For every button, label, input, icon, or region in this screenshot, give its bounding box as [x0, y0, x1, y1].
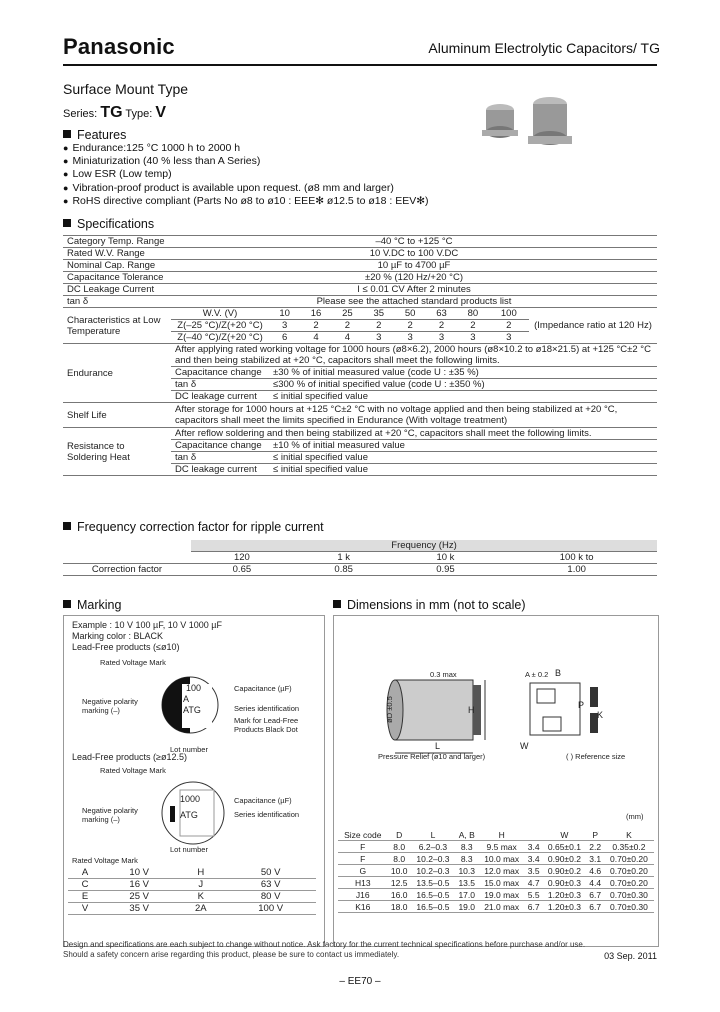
series-code-1: ATG [183, 705, 201, 715]
lot-label-2: Lot number [170, 845, 208, 854]
neg-polarity-label-2: Negative polarity marking (–) [82, 806, 138, 824]
page-number: – EE70 – [339, 976, 381, 987]
h-label: H [468, 705, 475, 715]
d03-label: 0.3 max [430, 670, 457, 679]
feature-item: ● RoHS directive compliant (Parts No ø8 to ø10 : EEE✻ ø12.5 to ø18 : EEV✻) [63, 195, 429, 208]
series-label: Series: [63, 108, 98, 120]
capacitance-label-1: Capacitance (µF) [234, 684, 292, 693]
lot-label-1: Lot number [170, 745, 208, 754]
rated-voltage-mark-label-1: Rated Voltage Mark [100, 658, 166, 667]
type-label: Type: [125, 108, 153, 120]
feature-item: ● Endurance:125 °C 1000 h to 2000 h [63, 142, 429, 155]
feature-item: ● Miniaturization (40 % less than A Series) [63, 155, 429, 168]
k-label: K [597, 710, 604, 720]
type-value: V [155, 104, 167, 121]
series-id-label-1: Series identification [234, 704, 300, 713]
feature-item: ● Low ESR (Low temp) [63, 168, 429, 181]
b-label: B [555, 668, 562, 678]
w-label: W [520, 741, 529, 751]
lead-free-large-label: Lead-Free products (≥ø12.5) [72, 752, 187, 762]
table-row: F 8.0 6.2–0.3 8.3 9.5 max 3.4 0.65±0.1 2.2 0.35±0.2 [338, 841, 654, 853]
feature-item: ● Vibration-proof product is available upon request. (ø8 mm and larger) [63, 182, 429, 195]
capacitance-label-2: Capacitance (µF) [234, 796, 292, 805]
header-rule [63, 64, 657, 66]
table-row: F 8.0 10.2–0.3 8.3 10.0 max 3.4 0.90±0.2 3.1 0.70±0.20 [338, 853, 654, 865]
specifications-heading: Specifications [63, 217, 154, 231]
footer-date: 03 Sep. 2011 [604, 951, 657, 961]
reference-note: ( ) Reference size [566, 752, 626, 761]
voltage-code-1: A [183, 694, 190, 704]
frequency-table: Frequency (Hz) 120 1 k 10 k 100 k to Correction factor 0.65 0.85 0.95 1.00 [63, 540, 657, 576]
table-row: J16 16.0 16.5–0.5 17.0 19.0 max 5.5 1.20±0.3 6.7 0.70±0.30 [338, 889, 654, 901]
features-list [63, 142, 429, 208]
dimensions-drawing [375, 665, 645, 765]
marking-heading: Marking [63, 598, 121, 612]
document-title: Aluminum Electrolytic Capacitors/ TG [428, 40, 660, 56]
dimensions-table: Size code D L A, B H W P K F 8.0 6.2–0.3 8.3 9.5 max 3.4 0.65±0.1 2.2 0.35±0.2 F 8.0 10.2–0.3 8.3 10.0 max 3.4 0.90±0.2 3.1 0.70±0.20 G 10.0 10.2–0.3 10.3 12.0 max 3.5 0.90±0.2 4.6 0.70±0.20 H13 12.5 13.5–0.5 13.5 15.0 max 4.7 0.90±0.3 4.4 0.70±0.20 J16 16.0 16.5–0.5 17.0 19.0 max 5.5 1.20±0.3 6.7 0.70±0.30 K16 18.0 16.5–0.5 19.0 21.0 max 6.7 1.20±0.3 6.7 0.70±0.30 [338, 829, 654, 913]
series-line [63, 104, 166, 122]
series-id-label-2: Series identification [234, 810, 300, 819]
diameter-label: øD ±0.5 [384, 696, 394, 723]
frequency-heading: Frequency correction factor for ripple current [63, 520, 324, 534]
series-value: TG [100, 104, 123, 121]
capacitance-mark-1: 100 [186, 683, 202, 693]
marking-info: Example : 10 V 100 µF, 10 V 1000 µF Marking color : BLACK Lead-Free products (≤ø10) [72, 620, 222, 652]
p-label: P [578, 700, 585, 710]
table-row: H13 12.5 13.5–0.5 13.5 15.0 max 4.7 0.90±0.3 4.4 0.70±0.20 [338, 877, 654, 889]
features-heading: Features [63, 128, 126, 142]
l-label: L [435, 741, 441, 751]
rated-voltage-table-title: Rated Voltage Mark [72, 856, 138, 865]
table-row: G 10.0 10.2–0.3 10.3 12.0 max 3.5 0.90±0.2 4.6 0.70±0.20 [338, 865, 654, 877]
series-code-2: ATG [180, 810, 198, 820]
lead-free-mark-label: Mark for Lead-Free Products Black Dot [234, 716, 299, 734]
neg-polarity-label-1: Negative polarity marking (–) [82, 697, 138, 715]
capacitance-mark-2: 1000 [180, 794, 201, 804]
footer-notes: Design and specifications are each subject to change without notice. Ask factory for the current technical specifications before purchase and/or use. Should a safety concern arise regarding this product, please be sure to contact us immediately. [63, 940, 586, 959]
rated-voltage-mark-label-2: Rated Voltage Mark [100, 766, 166, 775]
type-title: Surface Mount Type [63, 81, 189, 97]
rated-voltage-table: A 10 V H 50 V C 16 V J 63 V E 25 V K 80 V V 35 V 2A 100 V [68, 867, 316, 915]
brand-logo: Panasonic [63, 34, 175, 59]
dimensions-heading: Dimensions in mm (not to scale) [333, 598, 526, 612]
a-label: A ± 0.2 [525, 670, 549, 679]
unit-label: (mm) [626, 812, 644, 821]
pressure-relief-label: Pressure Relief (ø10 and larger) [378, 752, 486, 761]
specifications-table: Category Temp. Range –40 °C to +125 °C Rated W.V. Range 10 V.DC to 100 V.DC Nominal Cap. Range 10 µF to 4700 µF Capacitance Tolerance ±20 % (120 Hz/+20 °C) DC Leakage Current I ≤ 0.01 CV After 2 minutes tan δ Please see the attached standard products list Characteristics at Low Temperature W.V. (V) 10 16 25 35 50 63 80 100 (Impedance ratio at 120 Hz) Z(–25 °C)/Z(+20 °C) 3 2 2 2 2 2 2 2 Z(–40 °C)/Z(+20 °C) 6 4 4 3 3 3 3 3 Endurance After applying rated working voltage for 1000 hours (ø8×6.2), 2000 hours (ø8×10.2 to ø18×21.5) at +125 °C±2 °C and then being stabilized at +20 °C, capacitors shall meet the following limits. Capacitance change ±30 % of initial measured value (code U : ±35 %) tan δ ≤300 % of initial specified value (code U : ±350 %) DC leakage current ≤ initial specified value Shelf Life After storage for 1000 hours at +125 °C±2 °C with no voltage applied and then being stabilized at +20 °C, capacitors shall meet the limits specified in Endurance (With voltage treatment) Resistance to Soldering Heat After reflow soldering and then being stabilized at +20 °C, capacitors shall meet the following limits. Capacitance change ±10 % of initial measured value tan δ ≤ initial specified value DC leakage current ≤ initial specified value [63, 235, 657, 476]
product-photo [470, 96, 580, 156]
table-row: K16 18.0 16.5–0.5 19.0 21.0 max 6.7 1.20±0.3 6.7 0.70±0.30 [338, 901, 654, 913]
